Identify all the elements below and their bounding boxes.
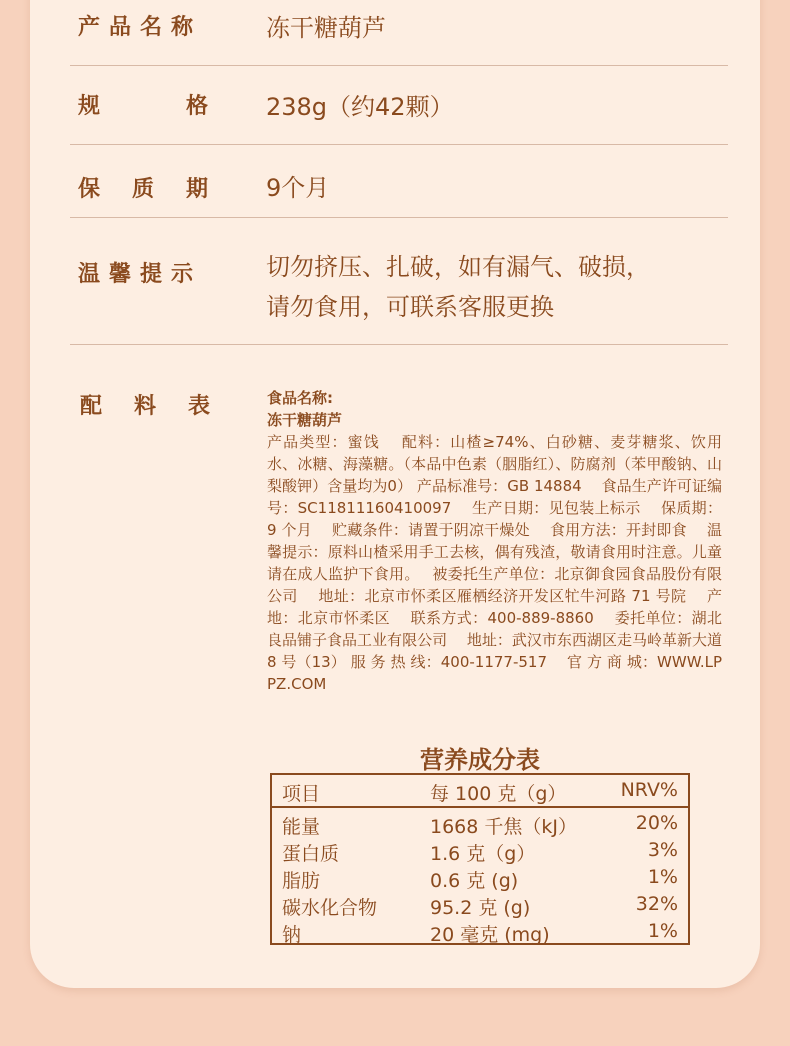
nutrition-row-2-nrv: 3%: [647, 839, 678, 861]
ingredients-text: [267, 387, 722, 695]
nutrition-row-3-item: 脂肪: [282, 870, 321, 892]
ing-label-char-2: 料: [133, 394, 156, 419]
row-tips: [70, 217, 728, 345]
nutrition-row-5-nrv: 1%: [647, 920, 678, 942]
ingredients-label: [80, 389, 210, 420]
nutrition-row-3-value: 0.6 克 (g): [430, 870, 519, 892]
nutrition-header-item: 项目: [282, 783, 321, 805]
ingredients-title-line-1: 食品名称:: [267, 389, 333, 407]
spec-label-char-1: 规: [78, 94, 101, 119]
tips-line-2: 请勿食用，可联系客服更换: [266, 293, 554, 321]
shelf-life-value: 9个月: [266, 174, 330, 202]
shelf-label-char-2: 质: [131, 177, 154, 202]
row-product-name: [70, 0, 728, 66]
nutrition-title: 营养成分表: [420, 746, 540, 774]
product-name-value: 冻干糖葫芦: [266, 14, 386, 42]
nutrition-row-2-value: 1.6 克（g）: [430, 843, 536, 865]
nutrition-row-1-nrv: 20%: [635, 812, 678, 834]
nutrition-row-5-item: 钠: [282, 924, 302, 946]
spec-label: [78, 89, 208, 120]
spec-label-char-2: 格: [185, 94, 208, 119]
nutrition-row-1-value: 1668 千焦（kJ）: [430, 816, 577, 838]
nutrition-row-3-nrv: 1%: [647, 866, 678, 888]
row-spec: [70, 65, 728, 145]
nutrition-row-1-item: 能量: [282, 816, 321, 838]
nutrition-row-4-item: 碳水化合物: [282, 897, 378, 919]
product-name-label: 产品名称: [78, 15, 203, 40]
ingredients-body: 产品类型：蜜饯 配料：山楂≥74%、白砂糖、麦芽糖浆、饮用水、冰糖、海藻糖。（本品中色素（胭脂红）、防腐剂（苯甲酸钠、山梨酸钾）含量均为0） 产品标准号：GB 14884 食品生产许可证编号：SC11811160410097 生产日期：见包装上标示 保质期：9 个月 贮藏条件：请置于阴凉干燥处 食用方法：开封即食 温馨提示：原料山楂采用手工去核，偶有残渣，敬请食用时注意。儿童请在成人监护下食用。 被委托生产单位：北京御食园食品股份有限公司 地址：北京市怀柔区雁栖经济开发区牤牛河路 71 号院 产地：北京市怀柔区 联系方式：400-889-8860 委托单位：湖北良品铺子食品工业有限公司 地址：武汉市东西湖区走马岭革新大道 8 号（13） 服 务 热 线：400-1177-517 官 方 商 城：WWW.LPPZ.COM: [267, 433, 722, 693]
tips-value: [266, 247, 650, 327]
spec-value: 238g（约42颗）: [266, 93, 454, 121]
shelf-label-char-1: 保: [78, 177, 101, 202]
shelf-label-char-3: 期: [185, 177, 208, 202]
shelf-life-label: [78, 172, 208, 203]
ing-label-char-1: 配: [80, 394, 103, 419]
nutrition-row-4-value: 95.2 克 (g): [430, 897, 531, 919]
nutrition-row-2-item: 蛋白质: [282, 843, 340, 865]
nutrition-header-row: [272, 775, 688, 808]
tips-line-1: 切勿挤压、扎破，如有漏气、破损，: [266, 253, 650, 281]
nutrition-table: [270, 773, 690, 945]
ingredients-title-line-2: 冻干糖葫芦: [267, 411, 343, 429]
nutrition-row-5-value: 20 毫克 (mg): [430, 924, 550, 946]
nutrition-header-per100g: 每 100 克（g）: [430, 783, 567, 805]
ing-label-char-3: 表: [187, 394, 210, 419]
nutrition-header-nrv: NRV%: [620, 779, 678, 801]
nutrition-row-4-nrv: 32%: [635, 893, 678, 915]
tips-label: 温馨提示: [78, 262, 203, 287]
row-shelf-life: [70, 144, 728, 218]
